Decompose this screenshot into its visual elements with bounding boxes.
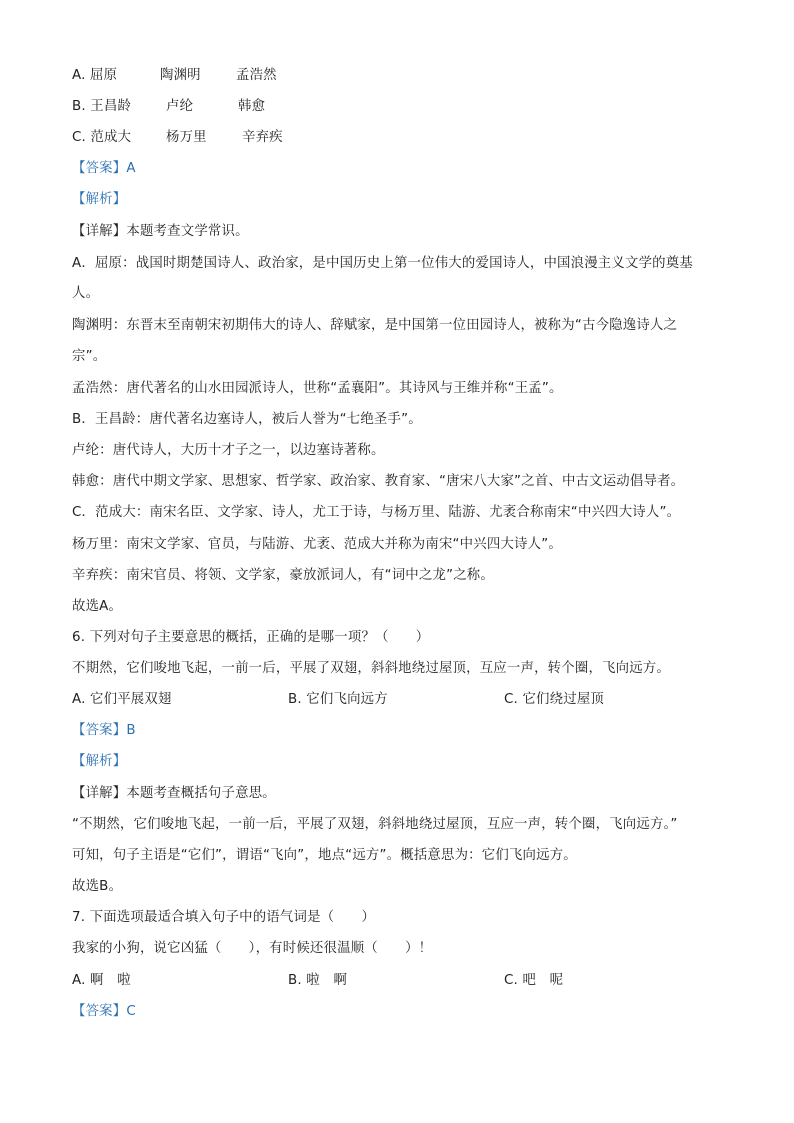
q5-option-a-poet-2: 陶渊明 — [160, 68, 201, 83]
q6-answer — [72, 721, 136, 741]
q5-explanation-line: 陶渊明：东晋末至南朝宋初期伟大的诗人、辞赋家，是中国第一位田园诗人，被称为“古今隐逸诗人之 — [72, 318, 678, 333]
q5-explanation-line: C．范成大：南宋名臣、文学家、诗人，尤工于诗，与杨万里、陆游、尤袤合称南宋“中兴四大诗人”。 — [72, 505, 681, 520]
q5-option-a-poet-3: 孟浩然 — [236, 68, 277, 83]
q5-option-b-poet-2: 卢纶 — [166, 99, 194, 114]
q5-analysis-heading — [72, 190, 126, 210]
q7-stem: 7. 下面选项最适合填入句子中的语气词是（ ） — [72, 910, 376, 925]
q5-option-a-label: A. 屈原 — [72, 68, 118, 83]
q7-sentence: 我家的小狗，说它凶猛（ ），有时候还很温顺（ ）！ — [72, 941, 433, 956]
q5-explanation-line: 卢纶：唐代诗人，大历十才子之一，以边塞诗著称。 — [72, 443, 385, 458]
q6-sentence: 不期然，它们唆地飞起，一前一后，平展了双翅，斜斜地绕过屋顶，互应一声，转个圈，飞向远方。 — [72, 661, 670, 676]
q6-analysis-tag: 【解析】 — [72, 754, 127, 769]
q5-detail — [72, 222, 249, 242]
q6-option-b: B. 它们飞向远方 — [288, 692, 388, 707]
q5-explanation-line: 人。 — [72, 286, 100, 301]
q5-option-row-a — [72, 66, 277, 86]
q7-option-c: C. 吧 呢 — [504, 973, 564, 988]
q7-option-b: B. 啦 啊 — [288, 973, 348, 988]
q6-detail-text: 本题考查概括句子意思。 — [126, 786, 276, 801]
q5-explanation-line: 孟浩然：唐代著名的山水田园派诗人，世称“孟襄阳”。其诗风与王维并称“王孟”。 — [72, 381, 563, 396]
q6-option-c: C. 它们绕过屋顶 — [504, 692, 605, 707]
q6-explanation-line: 可知，句子主语是“它们”，谓语“飞向”，地点“远方”。概括意思为：它们飞向远方。 — [72, 848, 577, 863]
q5-analysis-tag: 【解析】 — [72, 192, 127, 207]
q6-detail — [72, 784, 276, 804]
q7-options-row — [72, 971, 563, 991]
q7-answer-text: 【答案】C — [72, 1004, 136, 1019]
q5-answer-text: 【答案】A — [72, 161, 136, 176]
q5-option-b-poet-3: 韩愈 — [238, 99, 266, 114]
q6-stem: 6. 下列对句子主要意思的概括，正确的是哪一项？（ ） — [72, 630, 430, 645]
q5-option-c-poet-2: 杨万里 — [166, 130, 207, 145]
q5-explanation-line: A．屈原：战国时期楚国诗人、政治家，是中国历史上第一位伟大的爱国诗人，中国浪漫主义文学的奠基 — [72, 256, 693, 271]
q5-detail-text: 本题考查文学常识。 — [126, 224, 249, 239]
q6-analysis-heading — [72, 752, 126, 772]
q7-option-a: A. 啊 啦 — [72, 973, 131, 988]
q5-explanation-line: 宗”。 — [72, 349, 107, 364]
q5-option-b-label: B. 王昌龄 — [72, 99, 132, 114]
q6-detail-tag: 【详解】 — [72, 786, 127, 801]
q5-option-c-poet-3: 辛弃疾 — [242, 130, 283, 145]
q5-answer — [72, 159, 136, 179]
q6-options-row — [72, 690, 604, 710]
q5-explanation-line: 辛弃疾：南宋官员、将领、文学家，豪放派词人，有“词中之龙”之称。 — [72, 568, 494, 583]
q5-option-c-label: C. 范成大 — [72, 130, 132, 145]
q5-option-row-c — [72, 128, 283, 148]
q5-explanation-line: B．王昌龄：唐代著名边塞诗人，被后人誉为“七绝圣手”。 — [72, 412, 422, 427]
q5-conclusion: 故选A。 — [72, 599, 123, 614]
q6-conclusion: 故选B。 — [72, 879, 123, 894]
q5-detail-tag: 【详解】 — [72, 224, 127, 239]
q5-explanation-line: 杨万里：南宋文学家、官员，与陆游、尤袤、范成大并称为南宋“中兴四大诗人”。 — [72, 537, 562, 552]
q7-answer — [72, 1002, 136, 1022]
q6-explanation-line: “不期然，它们唆地飞起，一前一后，平展了双翅，斜斜地绕过屋顶，互应一声，转个圈，飞向远方。” — [72, 817, 678, 832]
q5-explanation-line: 韩愈：唐代中期文学家、思想家、哲学家、政治家、教育家、“唐宋八大家”之首、中古文运动倡导者。 — [72, 474, 685, 489]
q6-answer-text: 【答案】B — [72, 723, 136, 738]
q5-option-row-b — [72, 97, 265, 117]
q6-option-a: A. 它们平展双翅 — [72, 692, 172, 707]
